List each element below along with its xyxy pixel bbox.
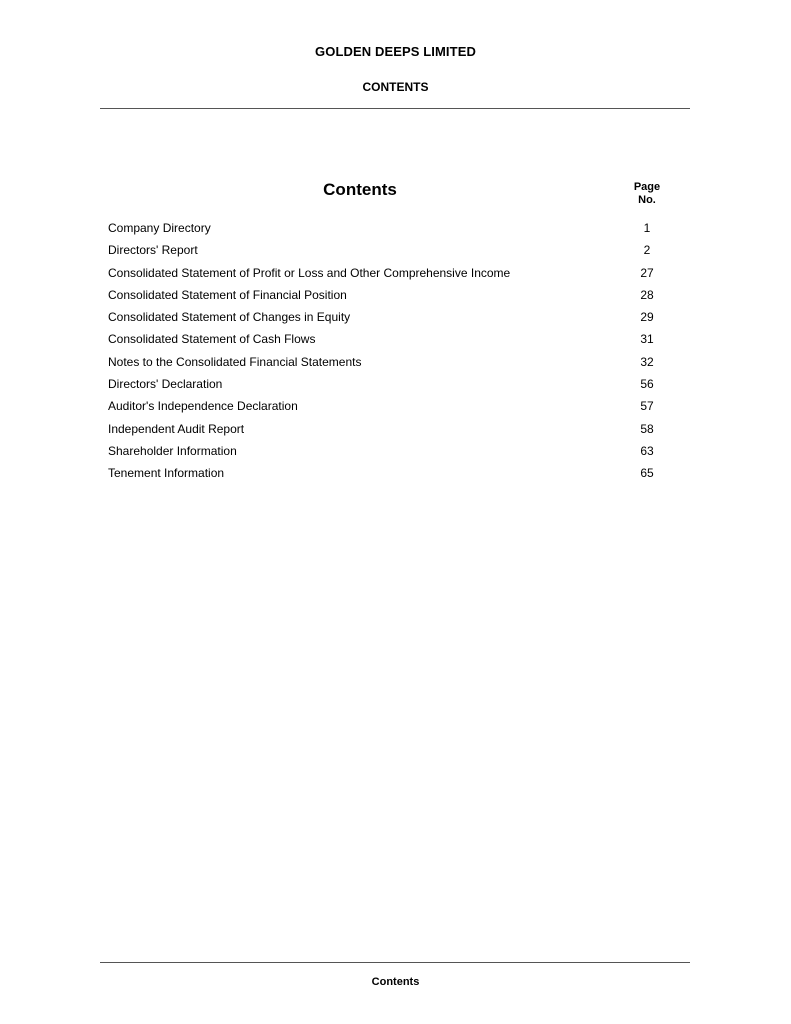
toc-row (108, 398, 678, 420)
toc-row (108, 331, 678, 353)
toc-entry-page: 2 (643, 243, 651, 258)
toc-entry-page: 65 (640, 466, 654, 481)
toc-entry-page: 57 (640, 399, 654, 414)
toc-row (108, 443, 678, 465)
footer-label: Contents (371, 976, 420, 988)
toc-entry-title: Shareholder Information (108, 443, 237, 458)
toc-entry-title: Consolidated Statement of Changes in Equity (108, 310, 351, 325)
toc-entry-page: 1 (643, 221, 651, 235)
toc-row (108, 220, 678, 242)
toc-row (108, 287, 678, 309)
page-label-line2: No. (638, 194, 656, 206)
toc-entry-title: Independent Audit Report (108, 421, 245, 436)
toc-entry-title: Consolidated Statement of Financial Position (108, 287, 347, 302)
toc-entry-title: Consolidated Statement of Cash Flows (108, 332, 316, 347)
toc-entry-page: 27 (640, 265, 654, 280)
company-name: GOLDEN DEEPS LIMITED (315, 44, 476, 59)
toc-entry-page: 32 (640, 354, 654, 369)
toc-row (108, 265, 678, 287)
table-of-contents (108, 220, 678, 488)
toc-entry-title: Company Directory (108, 221, 211, 235)
toc-row (108, 354, 678, 376)
toc-row (108, 242, 678, 264)
toc-entry-title: Directors' Declaration (108, 377, 223, 392)
toc-entry-page: 56 (640, 377, 654, 392)
toc-entry-page: 29 (640, 310, 654, 325)
toc-row (108, 465, 678, 487)
toc-entry-title: Auditor's Independence Declaration (108, 399, 298, 414)
header-subtitle: CONTENTS (362, 80, 429, 94)
toc-entry-page: 58 (640, 421, 654, 436)
toc-entry-title: Directors' Report (108, 243, 198, 258)
toc-entry-page: 28 (640, 287, 654, 302)
toc-entry-page: 31 (640, 332, 654, 347)
page-number-column-heading (617, 181, 677, 207)
toc-row (108, 309, 678, 331)
page-label-line1: Page (633, 181, 661, 193)
toc-row (108, 421, 678, 443)
toc-entry-title: Tenement Information (108, 466, 225, 481)
toc-entry-page: 63 (640, 443, 654, 458)
toc-entry-title: Consolidated Statement of Profit or Loss and Other Comprehensive Income (108, 265, 511, 280)
toc-entry-title: Notes to the Consolidated Financial Statements (108, 354, 362, 369)
header-divider (100, 108, 690, 109)
toc-row (108, 376, 678, 398)
contents-heading: Contents (323, 180, 397, 199)
footer-divider (100, 962, 690, 963)
